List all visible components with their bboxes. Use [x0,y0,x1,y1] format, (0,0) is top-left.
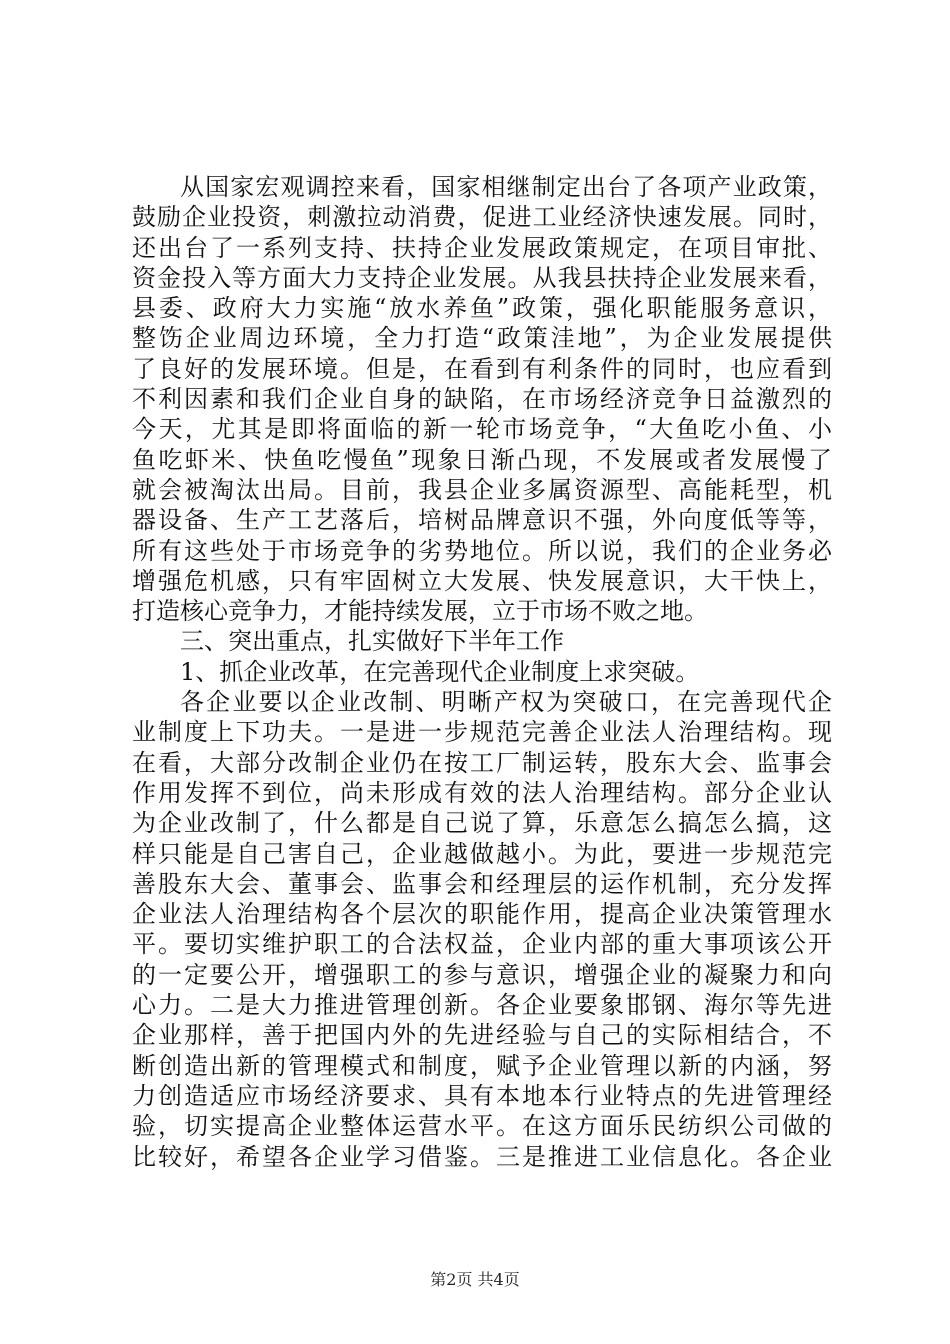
text-line: 增强危机感，只有牢固树立大发展、快发展意识，大干快上， [132,566,832,595]
text-line: 所有这些处于市场竞争的劣势地位。所以说，我们的企业务必 [132,536,832,565]
text-line: 资金投入等方面大力支持企业发展。从我县扶持企业发展来看， [132,263,832,292]
text-line: 就会被淘汰出局。目前，我县企业多属资源型、高能耗型，机 [132,475,832,504]
text-line: 企业法人治理结构各个层次的职能作用，提高企业决策管理水 [132,900,832,929]
text-line: 县委、政府大力实施“放水养鱼”政策，强化职能服务意识， [132,294,832,323]
text-line: 不利因素和我们企业自身的缺陷，在市场经济竞争日益激烈的 [132,385,832,414]
text-line: 还出台了一系列支持、扶持企业发展政策规定，在项目审批、 [132,233,832,262]
text-line: 比较好，希望各企业学习借鉴。三是推进工业信息化。各企业 [132,1142,832,1171]
text-line: 作用发挥不到位，尚未形成有效的法人治理结构。部分企业认 [132,778,832,807]
text-line: 业制度上下功夫。一是进一步规范完善企业法人治理结构。现 [132,718,832,747]
text-line: 器设备、生产工艺落后，培树品牌意识不强，外向度低等等， [132,506,832,535]
text-line: 三、突出重点，扎实做好下半年工作 [180,627,564,656]
text-line: 验，切实提高企业整体运营水平。在这方面乐民纺织公司做的 [132,1112,832,1141]
text-line: 为企业改制了，什么都是自己说了算，乐意怎么搞怎么搞，这 [132,809,832,838]
text-line: 的一定要公开，增强职工的参与意识，增强企业的凝聚力和向 [132,960,832,989]
text-line: 样只能是自己害自己，企业越做越小。为此，要进一步规范完 [132,839,832,868]
text-line: 在看，大部分改制企业仍在按工厂制运转，股东大会、监事会 [132,748,832,777]
text-line: 整饬企业周边环境，全力打造“政策洼地”，为企业发展提供 [132,324,832,353]
text-line: 心力。二是大力推进管理创新。各企业要象邯钢、海尔等先进 [132,991,832,1020]
text-line: 断创造出新的管理模式和制度，赋予企业管理以新的内涵，努 [132,1051,832,1080]
text-line: 鱼吃虾米、快鱼吃慢鱼”现象日渐凸现，不发展或者发展慢了 [132,445,832,474]
text-line: 鼓励企业投资，刺激拉动消费，促进工业经济快速发展。同时， [132,203,832,232]
text-line: 今天，尤其是即将面临的新一轮市场竞争，“大鱼吃小鱼、小 [132,415,832,444]
text-line: 打造核心竞争力，才能持续发展，立于市场不败之地。 [132,597,708,626]
text-line: 力创造适应市场经济要求、具有本地本行业特点的先进管理经 [132,1081,832,1110]
text-line: 企业那样，善于把国内外的先进经验与自己的实际相结合，不 [132,1021,832,1050]
page-footer: 第2页 共4页 [430,1270,520,1289]
text-line: 从国家宏观调控来看，国家相继制定出台了各项产业政策， [180,173,832,201]
text-line: 各企业要以企业改制、明晰产权为突破口，在完善现代企 [180,688,832,717]
text-line: 平。要切实维护职工的合法权益，企业内部的重大事项该公开 [132,930,832,959]
text-line: 1、抓企业改革，在完善现代企业制度上求突破。 [180,657,700,686]
text-line: 善股东大会、董事会、监事会和经理层的运作机制，充分发挥 [132,869,832,898]
text-line: 了良好的发展环境。但是，在看到有利条件的同时，也应看到 [132,354,832,383]
document-body [132,172,832,1172]
